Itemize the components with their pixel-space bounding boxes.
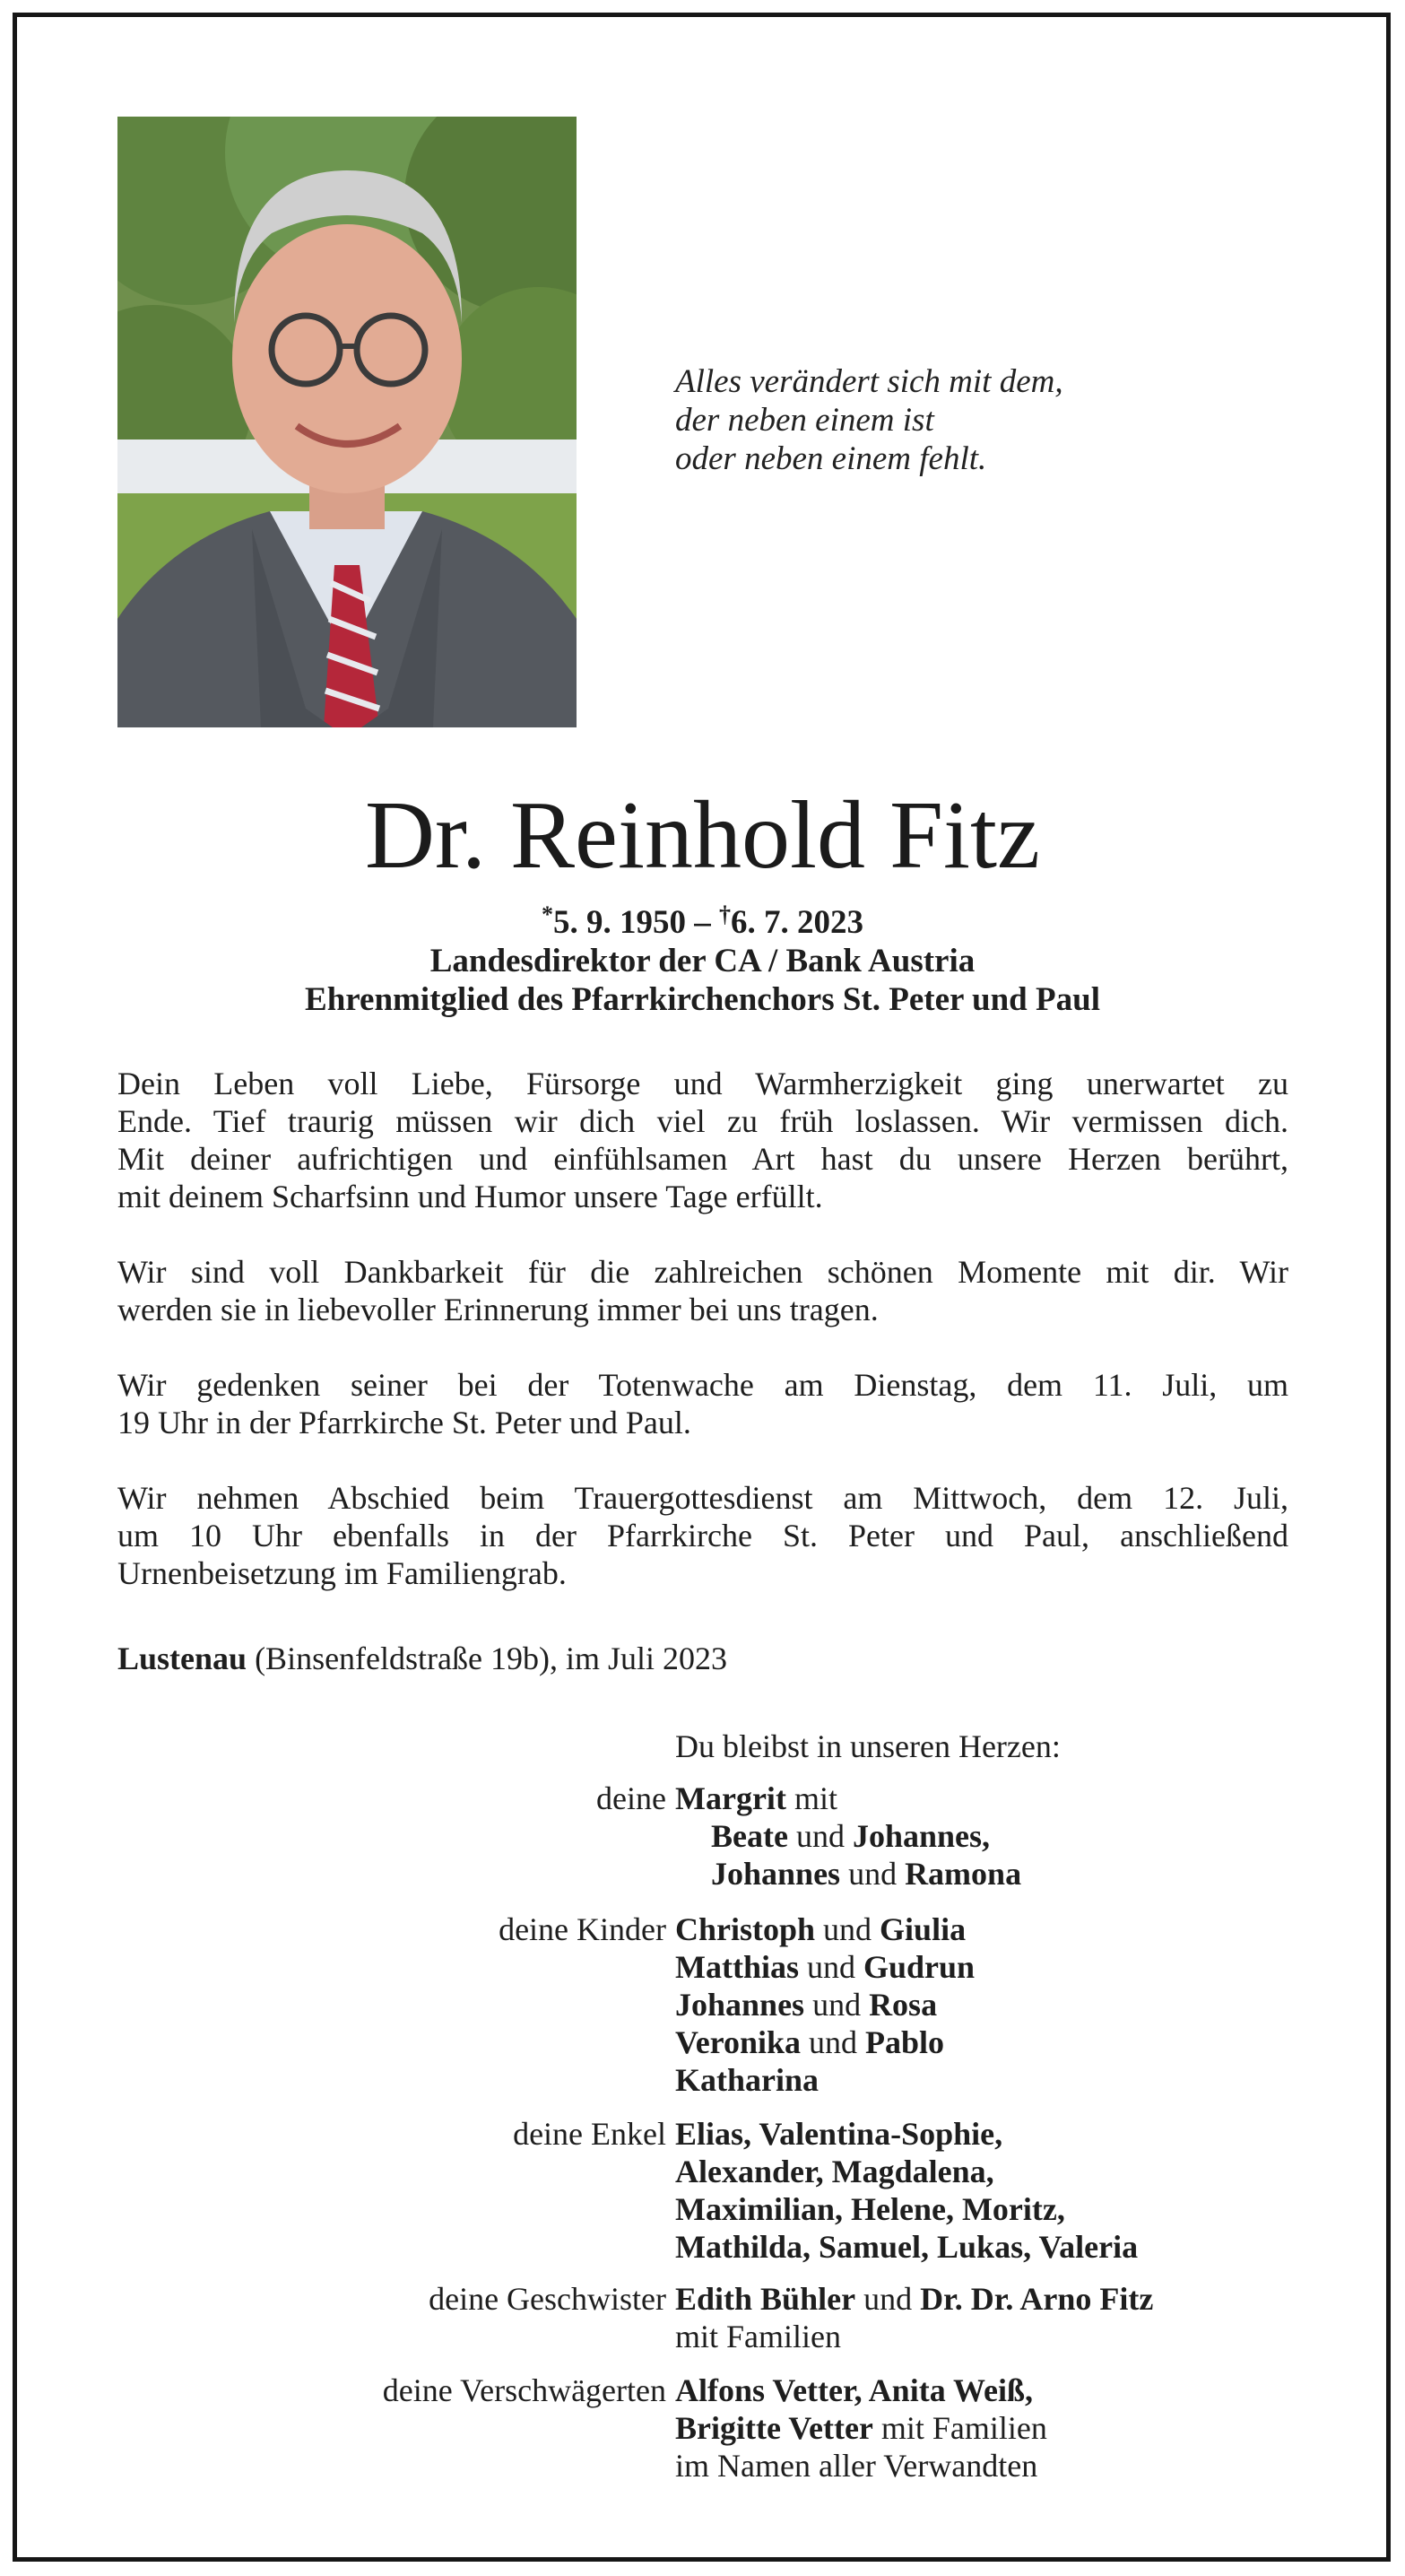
paragraph-line: Wir gedenken seiner bei der Totenwache am Dienstag, dem 11. Juli, um (117, 1367, 1288, 1403)
paragraph-line: Ende. Tief traurig müssen wir dich viel zu früh loslassen. Wir vermissen dich. (117, 1103, 1288, 1139)
paragraph-line: Wir nehmen Abschied beim Trauergottesdienst am Mittwoch, dem 12. Juli, (117, 1480, 1288, 1516)
connector-text: und (840, 1856, 906, 1892)
mourner-name: Veronika (675, 2024, 802, 2060)
connector-text: und (787, 1818, 853, 1854)
paragraph-line: Urnenbeisetzung im Familiengrab. (117, 1555, 567, 1591)
mourner-name: Gudrun (863, 1949, 976, 1985)
connector-text: und (855, 2281, 921, 2317)
relation-label: deine (596, 1780, 666, 1816)
mourner-name: Giulia (880, 1911, 967, 1947)
title-line: Ehrenmitglied des Pfarrkirchenchors St. Peter und Paul (305, 981, 1100, 1018)
mourner-names-line: Mathilda, Samuel, Lukas, Valeria (675, 2229, 1139, 2265)
relation-label: deine Verschwägerten (382, 2372, 666, 2408)
title-line: Landesdirektor der CA / Bank Austria (429, 943, 976, 979)
place-rest: (Binsenfeldstraße 19b), im Juli 2023 (247, 1640, 727, 1676)
connector-text: mit (785, 1780, 837, 1816)
group-members (675, 2371, 1047, 2485)
relation-label: deine Geschwister (429, 2281, 666, 2317)
birth-date: 5. 9. 1950 (553, 904, 686, 941)
quote-line: Alles verändert sich mit dem, (675, 363, 1063, 400)
paragraph-line: Wir sind voll Dankbarkeit für die zahlreichen schönen Momente mit dir. Wir (117, 1254, 1288, 1290)
mourner-name: Margrit (675, 1780, 786, 1816)
mourner-name: Christoph (675, 1911, 816, 1947)
quote (675, 362, 1063, 478)
portrait-photo (117, 117, 577, 727)
mourner-name: Ramona (905, 1856, 1022, 1892)
mourner-names-line: Alexander, Magdalena, (675, 2154, 994, 2189)
paragraph-line: Dein Leben voll Liebe, Fürsorge und Warmherzigkeit ging unerwartet zu (117, 1066, 1288, 1101)
connector-text: mit Familien (675, 2319, 841, 2354)
portrait-illustration (117, 117, 577, 727)
mourner-name: Dr. Dr. Arno Fitz (920, 2281, 1154, 2317)
death-date: 6. 7. 2023 (731, 904, 863, 941)
death-symbol: † (719, 901, 731, 927)
relation-label: deine Kinder (499, 1911, 666, 1947)
mourner-names-line: Elias, Valentina-Sophie, (675, 2116, 1003, 2152)
connector-text: und (799, 1949, 863, 1985)
mourner-name: Johannes, (852, 1818, 991, 1854)
paragraph-2 (117, 1253, 1288, 1328)
paragraph-1 (117, 1065, 1288, 1215)
paragraph-4 (117, 1479, 1288, 1592)
quote-line: der neben einem ist (675, 402, 934, 439)
connector-text: und (801, 2024, 866, 2060)
mourner-names-line: Maximilian, Helene, Moritz, (675, 2191, 1065, 2227)
closing-line: im Namen aller Verwandten (675, 2448, 1038, 2484)
mourner-name: Rosa (869, 1987, 938, 2023)
connector-text: mit Familien (872, 2410, 1047, 2446)
paragraph-line: 19 Uhr in der Pfarrkirche St. Peter und Paul. (117, 1405, 691, 1440)
headline-block (0, 895, 1405, 1019)
paragraph-line: Mit deiner aufrichtigen und einfühlsamen Art hast du unsere Herzen berührt, (117, 1141, 1288, 1177)
date-separator: – (686, 904, 719, 941)
group-members (675, 2280, 1153, 2355)
quote-line: oder neben einem fehlt. (675, 440, 987, 477)
paragraph-line: mit deinem Scharfsinn und Humor unsere Tage erfüllt. (117, 1179, 823, 1214)
deceased-name: Dr. Reinhold Fitz (365, 782, 1040, 889)
mourner-name: Matthias (675, 1949, 799, 1985)
group-members (675, 1780, 1021, 1893)
paragraph-line: um 10 Uhr ebenfalls in der Pfarrkirche St. Peter und Paul, anschließend (117, 1518, 1288, 1553)
birth-symbol: * (542, 901, 553, 927)
relation-label: deine Enkel (513, 2116, 666, 2152)
paragraph-line: werden sie in liebevoller Erinnerung immer bei uns tragen. (117, 1292, 879, 1327)
mourner-name: Beate (711, 1818, 788, 1854)
connector-text: und (804, 1987, 870, 2023)
mourner-name: Johannes (675, 1987, 805, 2023)
life-dates (0, 895, 1405, 942)
place-date-line (117, 1640, 727, 1677)
place-city: Lustenau (117, 1640, 247, 1676)
mourner-name: Edith Bühler (675, 2281, 856, 2317)
mourner-name: Pablo (865, 2024, 945, 2060)
mourner-name: Brigitte Vetter (675, 2410, 873, 2446)
mourner-name: Katharina (675, 2062, 820, 2098)
mourner-name: Johannes (711, 1856, 841, 1892)
group-members (675, 2115, 1138, 2266)
paragraph-3 (117, 1366, 1288, 1441)
mourners-intro: Du bleibst in unseren Herzen: (675, 1728, 1061, 1764)
group-members (675, 1910, 975, 2099)
connector-text: und (815, 1911, 880, 1947)
mourner-names-line: Alfons Vetter, Anita Weiß, (675, 2372, 1034, 2408)
